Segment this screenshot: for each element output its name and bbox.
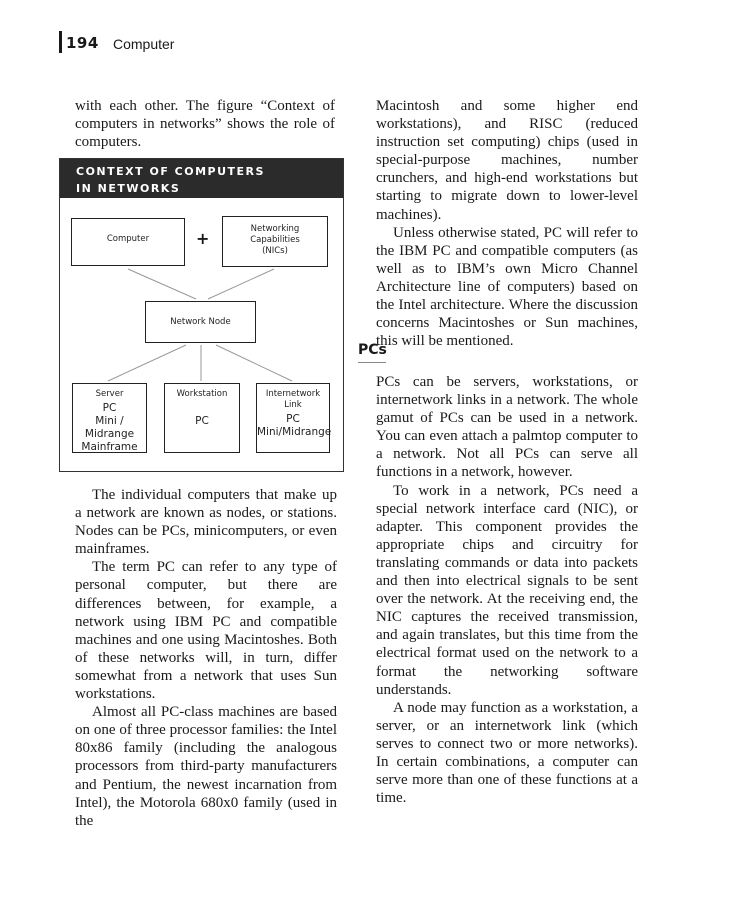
box-label: Computer [106,234,150,244]
box-label: Workstation [176,389,228,399]
right-column-top [376,97,638,350]
box-label: Mini/Midrange [257,426,332,438]
internetwork-link-box [256,383,330,453]
running-title: Computer [113,36,175,52]
section-heading: PCs [358,342,387,358]
page-number: 194 [66,34,99,52]
box-label: Capabilities [250,235,300,245]
connector-line [216,345,292,381]
connector-line [108,345,186,381]
paragraph: To work in a network, PCs need a special network interface card (NIC), or adapter. This component provides the appropriate chips and circuitry for translating commands or data into packets and then into electrical signals to be sent over the network. At the receiving end, the NIC captures the received transmission, and again translates, but this time from the electrical format used on the network to a format the networking software understands. [376,482,638,698]
right-column-bottom [376,373,638,807]
paragraph: with each other. The figure “Context of computers in networks” shows the role of computers. [75,98,335,151]
left-column-top [75,97,335,151]
box-label: Mini / Midrange [84,415,135,440]
box-label: (NICs) [262,246,288,256]
box-label: PC [286,413,300,425]
networking-capabilities-box [222,216,328,267]
computer-box [71,218,185,266]
box-label: PC [195,415,209,427]
figure-title-line: CONTEXT OF COMPUTERS [76,165,265,178]
box-label: Network Node [170,317,231,327]
server-box [72,383,147,453]
workstation-box [164,383,240,453]
paragraph: The term PC can refer to any type of personal computer, but there are differences between, for example, a network using IBM PC and compatible machines and one using Macintoshes. Both of these networks will, in turn, differ somewhat from a network that uses Sun workstations. [75,559,337,703]
plus-sign: + [196,229,210,248]
box-label: Internetwork [265,389,321,399]
box-label: Mainframe [81,441,138,453]
box-label: Link [284,400,302,410]
connector-line [128,269,196,299]
header-rule [59,31,62,53]
box-label: Server [95,389,124,399]
paragraph: Almost all PC-class machines are based on one of three processor families: the Intel 80x86 family (including the analogous processors from third-party manufacturers and Pentium, the newest incarnation from Intel), the Motorola 680x0 family (used in the [75,704,337,829]
section-heading-rule [358,362,386,363]
paragraph: Macintosh and some higher end workstations), and RISC (reduced instruction set computing) chips (used in special-purpose machines, number crunchers, and high-end workstations but starting to migrate down to lower-level machines). [376,98,638,223]
paragraph: PCs can be servers, workstations, or internetwork links in a network. The whole gamut of PCs can be used in a network. You can even attach a palmtop computer to a network. Not all PCs can serve all functions in a network, however. [376,374,638,481]
figure-context-of-computers [59,158,344,472]
network-node-box [145,301,256,343]
connector-line [208,269,274,299]
figure-title-line: IN NETWORKS [76,182,181,195]
left-column-bottom [75,486,337,830]
paragraph: A node may function as a workstation, a server, or an internetwork link (which serves to connect two or more networks). In certain combinations, a computer can serve more than one of these functions at a time. [376,699,638,807]
box-label: PC [102,402,117,414]
box-label: Networking [250,224,300,234]
paragraph: Unless otherwise stated, PC will refer to the IBM PC and compatible computers (as well as to IBM’s own Micro Channel Architecture line of computers) based on the Intel architecture. Where the discussion concerns Macintoshes or Sun machines, this will be mentioned. [376,224,638,350]
paragraph: The individual computers that make up a network are known as nodes, or stations. Nodes can be PCs, minicomputers, or even mainframes. [75,487,337,558]
